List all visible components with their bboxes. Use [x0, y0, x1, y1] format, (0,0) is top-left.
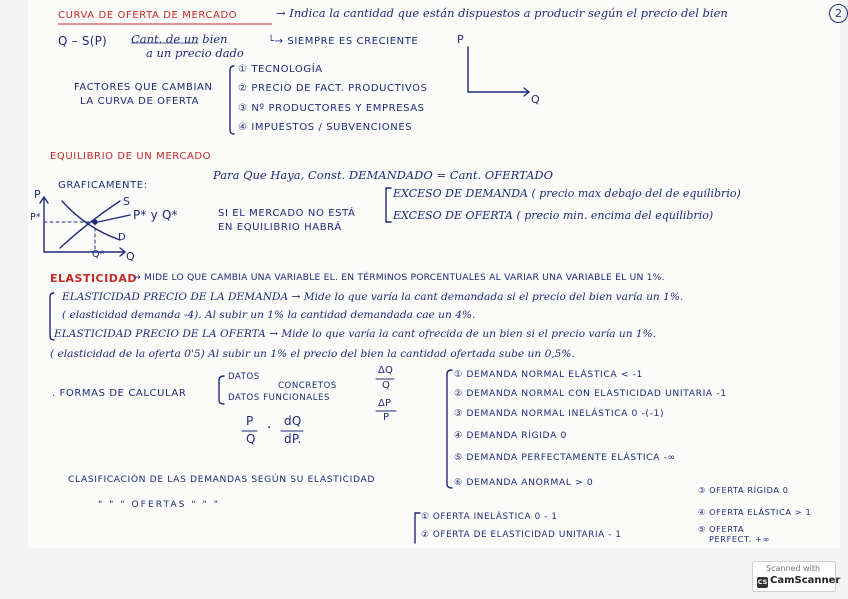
si-mercado-1: SI EL MERCADO NO ESTÁ	[218, 208, 356, 219]
pq-label: P* y Q*	[133, 208, 178, 222]
clasificacion-ofertas: " " " OFERTAS " " "	[98, 499, 220, 510]
page-number: 2	[829, 4, 848, 23]
datos-2: DATOS FUNCIONALES	[228, 393, 331, 403]
elasticidad-line-1: ELASTICIDAD PRECIO DE LA DEMANDA → Mide lo que varía la cant demandada si el precio del bien varía un 1%.	[62, 291, 684, 303]
formula-dp: dP.	[284, 432, 302, 446]
curva-formula: Q – S(P)	[58, 34, 107, 48]
factor-1: ① TECNOLOGÍA	[238, 64, 323, 75]
exceso-demanda: EXCESO DE DEMANDA ( precio max debajo del de equilibrio)	[393, 187, 741, 200]
factors-label-1: FACTORES QUE CAMBIAN	[74, 82, 213, 93]
factor-4: ④ IMPUESTOS / SUBVENCIONES	[238, 122, 413, 133]
exceso-oferta: EXCESO DE OFERTA ( precio min. encima del equilibrio)	[393, 209, 714, 222]
graficamente-label: GRAFICAMENTE:	[58, 180, 148, 191]
elasticidad-definition: → MIDE LO QUE CAMBIA UNA VARIABLE EL. EN TÉRMINOS PORCENTUALES AL VARIAR UNA VARIABLE EL UN 1%.	[133, 272, 665, 283]
demanda-5: ⑤ DEMANDA PERFECTAMENTE ELÁSTICA -∞	[454, 452, 676, 463]
frac2-den: P	[383, 412, 390, 423]
formula-note-2: a un precio dado	[146, 46, 244, 60]
curva-graph-q: Q	[531, 93, 540, 106]
demanda-3: ③ DEMANDA NORMAL INELÁSTICA 0 -(-1)	[454, 408, 665, 419]
camscanner-badge	[752, 561, 841, 592]
equilibrio-condition: Para Que Haya, Const. DEMANDADO = Cant. OFERTADO	[213, 168, 554, 182]
frac2-num: ΔP	[378, 398, 392, 409]
eq-graph-pstar: P*	[30, 212, 41, 223]
curva-title: CURVA DE OFERTA DE MERCADO	[58, 10, 238, 21]
siempre-creciente: └→ SIEMPRE ES CRECIENTE	[268, 36, 419, 47]
demanda-6: ⑥ DEMANDA ANORMAL > 0	[454, 477, 594, 488]
formas-brace	[219, 376, 224, 404]
frac1-num: ΔQ	[378, 365, 394, 376]
factors-label-2: LA CURVA DE OFERTA	[80, 96, 200, 107]
formas-calcular: . FORMAS DE CALCULAR	[52, 388, 187, 399]
factors-brace	[230, 66, 234, 134]
equilibrio-title: EQUILIBRIO DE UN MERCADO	[50, 151, 212, 162]
factor-3: ③ Nº PRODUCTORES Y EMPRESAS	[238, 103, 425, 114]
curva-definition: → Indica la cantidad que están dispuestos a producir según el precio del bien	[276, 6, 728, 20]
formula-p: P	[246, 414, 254, 428]
oferta-3: ③ OFERTA RÍGIDA 0	[698, 485, 789, 495]
elasticidad-brace	[50, 293, 54, 340]
si-mercado-2: EN EQUILIBRIO HABRÁ	[218, 222, 342, 233]
formula-dot: ·	[267, 420, 272, 436]
datos-1: DATOS	[228, 372, 260, 382]
oferta-5: ⑤ OFERTA	[698, 524, 745, 534]
oferta-5-perfect: PERFECT. +∞	[709, 534, 770, 544]
notes-page	[28, 0, 840, 548]
frac1-den: Q	[382, 380, 391, 391]
factor-2: ② PRECIO DE FACT. PRODUCTIVOS	[238, 83, 428, 94]
scanned-with-label: Scanned with	[766, 564, 821, 573]
ofertas-brace	[415, 513, 420, 543]
datos-concretos: CONCRETOS	[278, 381, 337, 391]
clasificacion-demandas: CLASIFICACIÓN DE LAS DEMANDAS SEGÚN SU ELASTICIDAD	[68, 474, 376, 485]
elasticidad-line-3: ELASTICIDAD PRECIO DE LA OFERTA → Mide lo que varía la cant ofrecida de un bien si el precio varía un 1%.	[54, 328, 657, 340]
oferta-4: ④ OFERTA ELÁSTICA > 1	[698, 507, 812, 517]
exceso-brace	[386, 188, 391, 222]
eq-graph-p: P	[34, 188, 41, 201]
hand-drawn-strokes	[28, 0, 840, 548]
formula-q: Q	[246, 432, 256, 446]
elasticidad-line-2: ( elasticidad demanda -4). Al subir un 1% la cantidad demandada cae un 4%.	[62, 309, 476, 321]
eq-graph-q: Q	[126, 250, 135, 263]
curva-axes	[468, 47, 528, 92]
eq-graph-d: D	[118, 232, 126, 243]
oferta-2: ② OFERTA DE ELASTICIDAD UNITARIA - 1	[421, 530, 622, 540]
oferta-1: ① OFERTA INELÁSTICA 0 - 1	[421, 512, 558, 522]
eq-graph-s: S	[123, 195, 131, 208]
camscanner-label: CamScanner	[770, 575, 841, 586]
eq-graph-qstar: Q*	[92, 249, 105, 260]
demandas-brace	[447, 370, 452, 488]
formula-dq: dQ	[284, 414, 302, 428]
equilibrium-point	[92, 219, 97, 224]
elasticidad-title: ELASTICIDAD	[50, 272, 137, 285]
elasticidad-line-4: ( elasticidad de la oferta 0'5) Al subir un 1% el precio del bien la cantidad ofertada sube un 0,5%.	[50, 348, 575, 360]
curva-graph-p: P	[457, 33, 464, 46]
demanda-4: ④ DEMANDA RÍGIDA 0	[454, 430, 567, 441]
demanda-2: ② DEMANDA NORMAL CON ELASTICIDAD UNITARIA -1	[454, 388, 727, 399]
camscanner-logo: CS	[757, 578, 768, 586]
demanda-1: ① DEMANDA NORMAL ELÁSTICA < -1	[454, 369, 643, 380]
formula-note-1: Cant. de un bien	[131, 32, 228, 46]
